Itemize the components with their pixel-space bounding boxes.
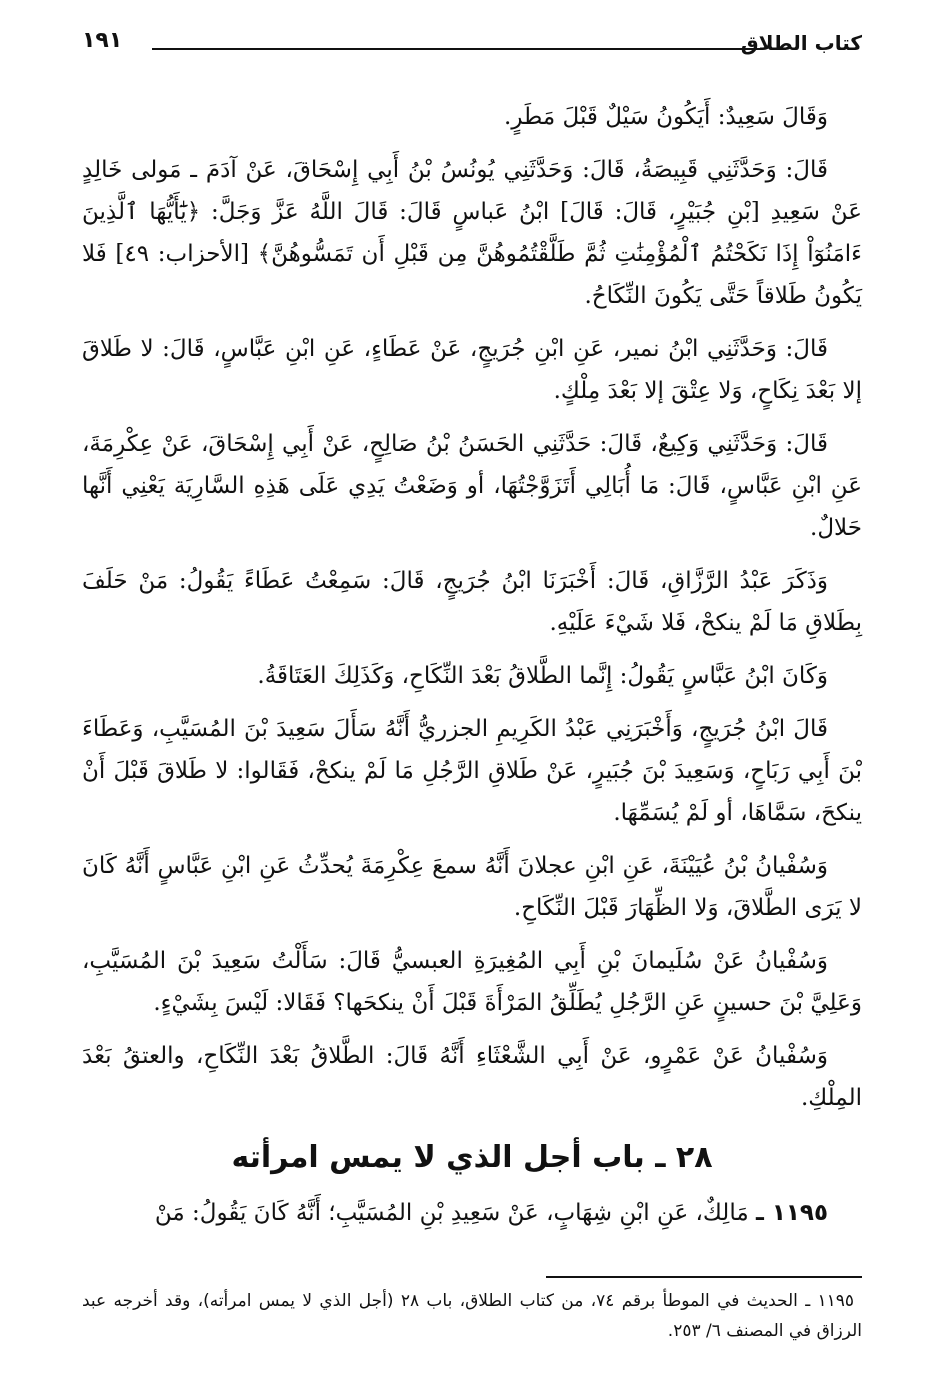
paragraph: قَالَ: وَحَدَّثَنِي ابْنُ نمير، عَنِ ابْنِ جُرَيجٍ، عَنْ عَطَاءٍ، عَنِ ابْنِ عَبَّاسٍ، قَالَ: لا طَلاقَ إلا بَعْدَ نِكَاحٍ، وَلا عِتْقَ إلا بَعْدَ مِلْكٍ.: [82, 336, 862, 404]
book-page: [82, 24, 862, 1392]
paragraph: قَالَ: وَحَدَّثَنِي وَكِيعٌ، قَالَ: حَدَّثَنِي الحَسَنُ بْنُ صَالِحٍ، عَنْ أَبِي إِسْحَاقَ، عَنْ عِكْرِمَةَ، عَنِ ابْنِ عَبَّاسٍ، قَالَ: مَا أُبَالِي أَتَزَوَّجْتُهَا، أو وَضَعْتُ يَدِي عَلَى هَذِهِ السَّارِيَة يَعْنِي أَنَّها حَلالٌ.: [82, 431, 862, 541]
header-rule: [152, 48, 762, 50]
hadith-paragraph: [82, 1192, 862, 1234]
header-title: كتاب الطلاق: [740, 31, 862, 55]
running-header: [82, 24, 862, 58]
paragraph: قَالَ ابْنُ جُرَيجٍ، وَأَخْبَرَنِي عَبْدُ الكَرِيمِ الجزريُّ أَنَّهُ سَأَلَ سَعِيدَ بْنَ المُسَيَّبِ، وَعَطَاءَ بْنَ أَبِي رَبَاحٍ، وَسَعِيدَ بْنَ جُبَيرٍ، عَنْ طَلاقِ الرَّجُلِ مَا لَمْ ينكحْ، فَقَالوا: لا طَلاقَ قَبْلَ أَنْ ينكحَ، سَمَّاهَا، أو لَمْ يُسَمِّهَا.: [82, 716, 862, 826]
paragraph: وَقَالَ سَعِيدٌ: أَيَكُونُ سَيْلٌ قَبْلَ مَطَرٍ.: [504, 104, 828, 130]
footnotes: [82, 1286, 862, 1346]
footnote: ١١٩٥ ـ الحديث في الموطأ برقم ٧٤، من كتاب الطلاق، باب ٢٨ (أجل الذي لا يمس امرأته)، وقد أخرجه عبد الرزاق في المصنف ٦/ ٢٥٣.: [82, 1291, 862, 1341]
paragraph: وَسُفْيانُ عَنْ عَمْرٍو، عَنْ أَبِي الشَّعْثَاءِ أَنَّهُ قَالَ: الطَّلاقُ بَعْدَ النِّكَاحِ، والعتقُ بَعْدَ المِلْكِ.: [82, 1043, 862, 1111]
hadith-text: مَالِكٌ، عَنِ ابْنِ شِهَابٍ، عَنْ سَعِيدِ بْنِ المُسَيَّبِ؛ أَنَّهُ كَانَ يَقُولُ: مَنْ: [154, 1200, 749, 1226]
main-text: [82, 96, 862, 1234]
page-number: ١٩١: [82, 28, 123, 53]
paragraph: وَسُفْيانُ عَنْ سُلَيمانَ بْنِ أَبِي المُغِيرَةِ العبسيُّ قَالَ: سَأَلْتُ سَعِيدَ بْنَ المُسَيَّبِ، وَعَلِيَّ بْنَ حسينٍ عَنِ الرَّجُلِ يُطَلِّقُ المَرْأَةَ قَبْلَ أَنْ ينكحَها؟ فَقَالا: لَيْسَ بِشَيْءٍ.: [82, 948, 862, 1016]
footnote-rule: [546, 1276, 862, 1278]
chapter-heading: ٢٨ ـ باب أجل الذي لا يمس امرأته: [231, 1140, 713, 1175]
paragraph: وَكَانَ ابْنُ عَبَّاسٍ يَقُولُ: إِنَّما الطَّلاقُ بَعْدَ النِّكَاحِ، وَكَذَلِكَ العَتَاقَةُ.: [257, 663, 828, 689]
paragraph: وَسُفْيانُ بْنُ عُيَيْنَةَ، عَنِ ابْنِ عجلانَ أَنَّهُ سمعَ عِكْرِمَةَ يُحدِّثُ عَنِ ابْنِ عَبَّاسٍ أَنَّهُ كَانَ لا يَرَى الطَّلاقَ، وَلا الظِّهَارَ قَبْلَ النِّكَاحِ.: [82, 853, 862, 921]
paragraph: قَالَ: وَحَدَّثَنِي قَبِيصَةُ، قَالَ: وَحَدَّثَنِي يُونُسُ بْنُ أَبِي إِسْحَاقَ، عَنْ آدَمَ ـ مَولى خَالِدٍ عَنْ سَعِيدِ [بْنِ جُبَيْرٍ، قَالَ: قَالَ] ابْنُ عَباسٍ قَالَ: قَالَ اللَّهُ عَزَّ وَجَلَّ: ﴿يَٰٓأَيُّهَا ٱلَّذِينَ ءَامَنُوٓاْ إِذَا نَكَحْتُمُ ٱلْمُؤْمِنَٰتِ ثُمَّ طَلَّقْتُمُوهُنَّ مِن قَبْلِ أَن تَمَسُّوهُنَّ﴾ [الأحزاب: ٤٩] فَلا يَكُونُ طَلاقاً حَتَّى يَكُونَ النِّكَاحُ.: [82, 157, 862, 309]
paragraph: وَذَكَرَ عَبْدُ الرَّزَّاقِ، قَالَ: أَخْبَرَنَا ابْنُ جُرَيجٍ، قَالَ: سَمِعْتُ عَطَاءً يَقُولُ: مَنْ حَلَفَ بِطَلاقِ مَا لَمْ ينكحْ، فَلا شَيْءَ عَلَيْهِ.: [82, 568, 862, 636]
hadith-number: ١١٩٥ ـ: [755, 1200, 828, 1226]
